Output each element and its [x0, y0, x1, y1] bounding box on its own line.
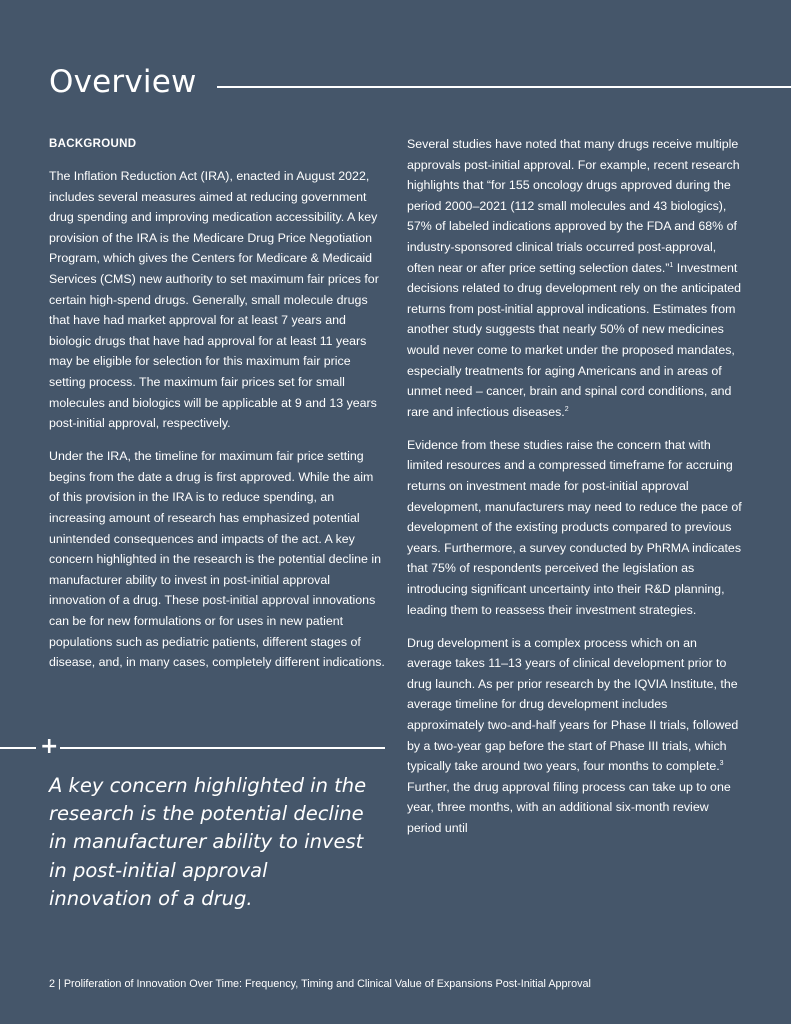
section-heading: BACKGROUND	[49, 138, 137, 150]
page-number: 2	[49, 978, 56, 990]
background-paragraph-1: The Inflation Reduction Act (IRA), enacted in August 2022, includes several measures aimed at reducing government drug spending and improving medication accessibility. A key provision of the IRA is the Medicare Drug Price Negotiation Program, which gives the Centers for Medicare & Medicaid Services (CMS) new authority to set maximum fair prices for certain high-spend drugs. Generally, small molecule drugs that have had market approval for at least 7 years and biologic drugs that have had approval for at least 11 years may be eligible for selection for this maximum fair price setting process. The maximum fair prices set for small molecules and biologics will be applicable at 9 and 13 years post-initial approval, respectively.	[49, 169, 379, 431]
studies-paragraph	[407, 134, 743, 422]
title-rule	[217, 86, 791, 88]
development-text-b: Further, the drug approval filing process can take up to one year, three months, with an additional six-month review period until	[407, 779, 731, 835]
studies-text-a: Several studies have noted that many drugs receive multiple approvals post-initial approval. For example, recent research highlights that “for 155 oncology drugs approved during the period 2000–2021 (112 small molecules and 43 biologics), 57% of labeled indications approved by the FDA and 68% of industry-sponsored clinical trials occurred post-approval, often near or after price setting selection dates.”	[407, 137, 740, 275]
right-column	[407, 134, 743, 851]
left-column	[49, 134, 385, 685]
page-footer	[49, 976, 591, 992]
footer-title: Proliferation of Innovation Over Time: Frequency, Timing and Clinical Value of Expansions Post-Initial Approval	[63, 978, 591, 990]
footnote-ref-3: 3	[719, 760, 724, 768]
divider-line-left	[0, 747, 36, 749]
evidence-paragraph: Evidence from these studies raise the concern that with limited resources and a compressed timeframe for accruing returns on investment made for post-initial approval development, manufacturers may need to reduce the pace of development of the existing products compared to previous years. Furthermore, a survey conducted by PhRMA indicates that 75% of respondents perceived the legislation as introducing significant uncertainty into their R&D planning, leading them to reassess their investment strategies.	[407, 437, 742, 617]
pull-quote: A key concern highlighted in the research is the potential decline in manufacturer ability to invest in post-initial approval innovation of a drug.	[49, 774, 367, 910]
quote-divider	[0, 734, 385, 759]
footnote-ref-1: 1	[669, 261, 674, 269]
background-paragraph-2: Under the IRA, the timeline for maximum fair price setting begins from the date a drug is first approved. While the aim of this provision in the IRA is to reduce spending, an increasing amount of research has emphasized potential unintended consequences and impacts of the act. A key concern highlighted in the research is the potential decline in manufacturer ability to invest in post-initial approval innovation of a drug. These post-initial approval innovations can be for new formulations or for uses in new patient populations such as pediatric patients, different stages of disease, and, in many cases, completely different indications.	[49, 449, 385, 670]
plus-icon: +	[40, 734, 59, 759]
page-title: Overview	[49, 64, 197, 100]
development-text-a: Drug development is a complex process which on an average takes 11–13 years of clinical development prior to drug launch. As per prior research by the IQVIA Institute, the average timeline for drug development includes approximately two-and-half years for Phase II trials, followed by a two-year gap before the start of Phase III trials, which typically take around two years, four months to complete.	[407, 635, 739, 774]
footnote-ref-2: 2	[564, 405, 569, 413]
studies-text-b: Investment decisions related to drug development rely on the anticipated returns from post-initial approval indications. Estimates from another study suggests that nearly 50% of new medicines would never come to market under the proposed mandates, especially treatments for aging Americans and in areas of unmet need – cancer, brain and spinal cord conditions, and rare and infectious diseases.	[407, 260, 742, 419]
development-paragraph	[407, 633, 743, 839]
divider-line-right	[60, 747, 385, 749]
footer-separator: |	[58, 978, 61, 990]
